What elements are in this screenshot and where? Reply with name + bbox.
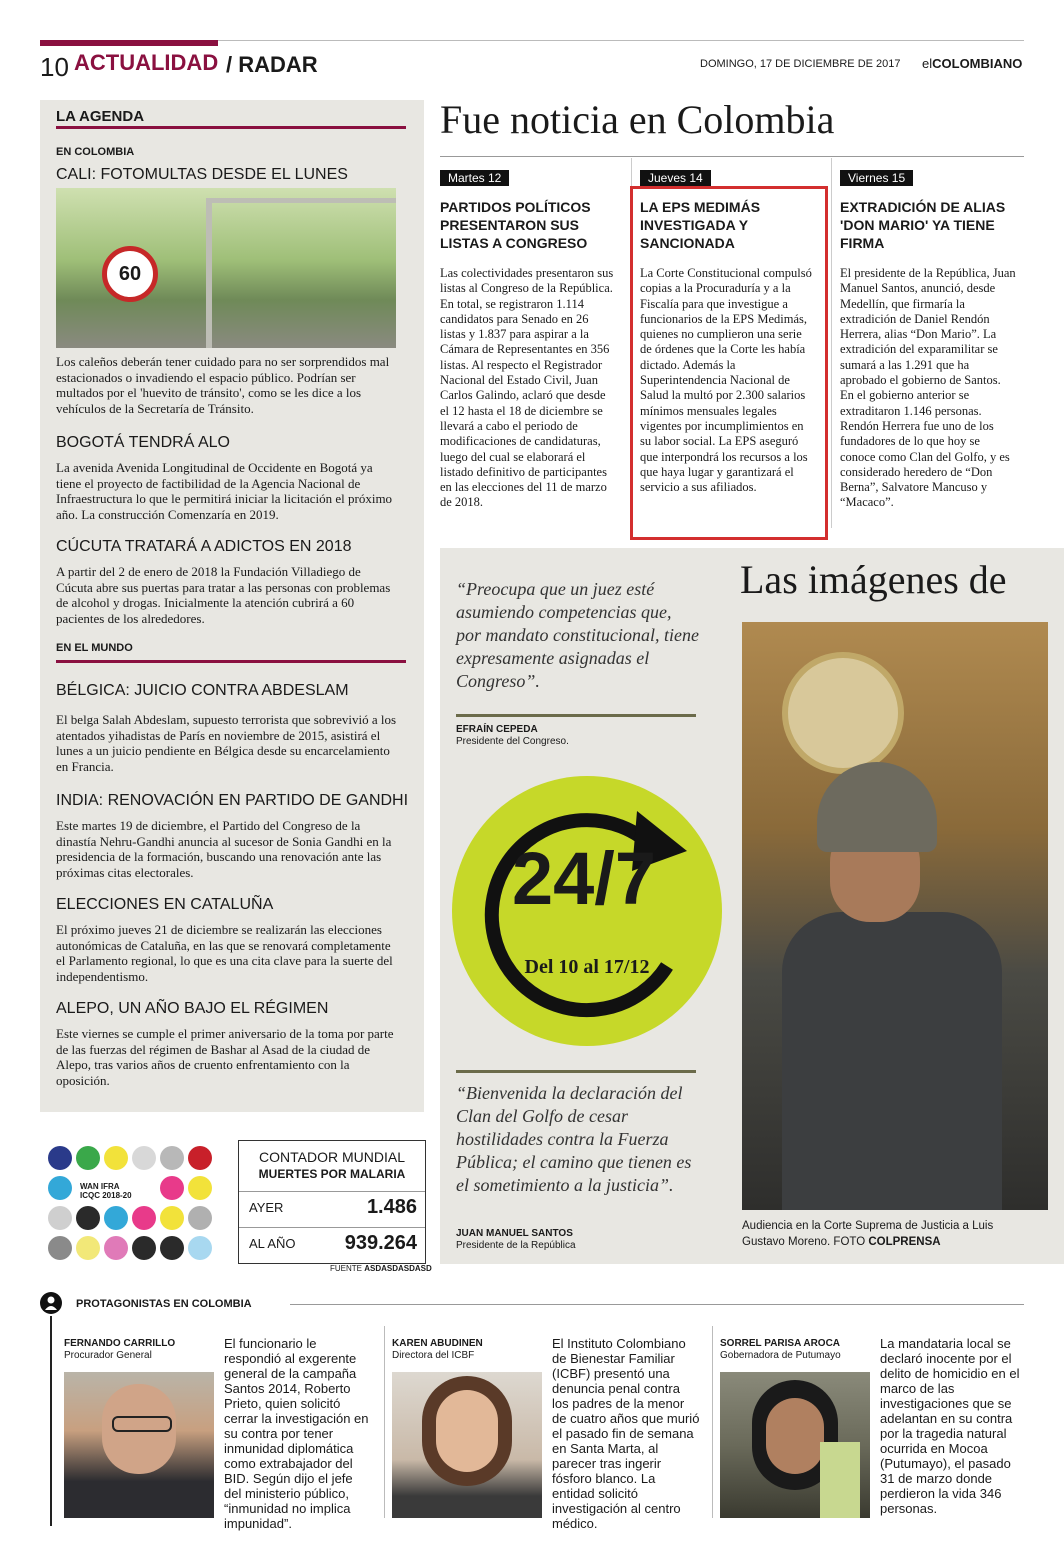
protagonist-role: Procurador General <box>64 1350 152 1361</box>
color-dot <box>188 1236 212 1260</box>
news-body: El presidente de la República, Juan Manuel Santos, anunció, desde Medellín, que firmaría la extradición de Daniel Rendón Herrera, alias “Don Mario”. La extradición del exparamilitar se sumará a las 1.291 que ha aprobado el gobierno de Santos. En el gobierno anterior se extraditaron 1.146 personas. Rendón Herrera fue uno de los fundadores de lo que hoy se conoce como Clan del Golfo, y es considerado heredero de “Don Berna”, Salvatore Mancuso y “Macaco”. <box>840 266 1016 510</box>
publication-brand: COLOMBIANO <box>932 56 1023 71</box>
news-section-title: Fue noticia en Colombia <box>440 97 835 142</box>
malaria-counter <box>238 1140 426 1264</box>
protagonists-side-rule <box>50 1316 52 1526</box>
protagonists-title: PROTAGONISTAS EN COLOMBIA <box>76 1298 252 1310</box>
publication-prefix: el <box>922 56 933 71</box>
quote-author: JUAN MANUEL SANTOS <box>456 1228 573 1239</box>
color-dot <box>188 1206 212 1230</box>
news-rule <box>440 156 1024 157</box>
publication-name <box>922 56 1022 71</box>
figure-vest <box>782 912 1002 1210</box>
color-dot <box>132 1146 156 1170</box>
issue-date: DOMINGO, 17 DE DICIEMBRE DE 2017 <box>700 58 901 70</box>
traffic-arm <box>206 198 396 203</box>
protagonist-card <box>392 1330 712 1531</box>
print-color-bar <box>46 1144 226 1260</box>
week-badge <box>452 776 722 1046</box>
agenda-item-title: ALEPO, UN AÑO BAJO EL RÉGIMEN <box>56 1000 329 1017</box>
counter-label: AL AÑO <box>249 1236 296 1251</box>
color-dot <box>76 1146 100 1170</box>
color-dot <box>76 1236 100 1260</box>
wan-ifra-logo <box>80 1182 140 1200</box>
agenda-item-body: El belga Salah Abdeslam, supuesto terrorista que sobrevivió a los atentados yihadistas de París en noviembre de 2015, asistirá el lunes a un juicio pendiente en Bélgica desde su encarcelamiento en Francia. <box>56 712 397 774</box>
agenda-world-label: EN EL MUNDO <box>56 642 133 654</box>
counter-value: 939.264 <box>344 1232 417 1254</box>
page-number: 10 <box>40 52 69 82</box>
protagonist-text: La mandataria local se declaró inocente por el delito de homicidio en el marco de las investigaciones que se adelantan en su contra por la tragedia natural ocurrida en Mocoa (Putumayo), el pasado 31 de marzo donde perdieron la vida 346 personas. <box>880 1336 1020 1516</box>
color-dot <box>76 1206 100 1230</box>
color-dot <box>104 1206 128 1230</box>
glasses-icon <box>112 1416 172 1432</box>
color-dot <box>160 1176 184 1200</box>
news-day-label: Viernes 15 <box>840 170 913 186</box>
portrait-face <box>766 1398 824 1474</box>
figure-helmet <box>817 762 937 852</box>
court-hearing-photo <box>742 622 1048 1210</box>
counter-value: 1.486 <box>366 1196 417 1218</box>
color-dot <box>48 1236 72 1260</box>
protagonist-text: El funcionario le respondió al exgerente general de la campaña Santos 2014, Roberto Prieto, quien solicitó cerrar la investigación en su contra por tener inmunidad diplomática como extrabajador del BID. Según dijo el jefe del ministerio público, “inmunidad no implica impunidad”. <box>224 1336 369 1531</box>
color-dot <box>160 1146 184 1170</box>
counter-label: AYER <box>249 1200 284 1215</box>
protagonist-role: Directora del ICBF <box>392 1350 475 1361</box>
person-glyph-icon <box>40 1292 62 1314</box>
badge-number: 24/7 <box>512 837 657 920</box>
subsection-title: RADAR <box>238 52 318 77</box>
agenda-rule <box>56 126 406 129</box>
news-headline: EXTRADICIÓN DE ALIAS 'DON MARIO' YA TIENE FIRMA <box>840 199 1006 251</box>
agenda-item-body: La avenida Avenida Longitudinal de Occidente en Bogotá ya tiene el proyecto de factibilidad de la Agencia Nacional de Infraestructura lo que le permitirá iniciar la licitación el próximo año. La construcción Comenzaría en 2019. <box>56 460 393 522</box>
section-breadcrumb <box>226 52 318 78</box>
color-dot <box>132 1206 156 1230</box>
caption-credit: COLPRENSA <box>868 1236 941 1248</box>
counter-title: CONTADOR MUNDIAL <box>259 1149 405 1165</box>
logo-sub: ICQC 2018-20 <box>80 1191 132 1200</box>
caption-text: Audiencia en la Corte Suprema de Justicia a Luis Gustavo Moreno. <box>742 1220 994 1248</box>
counter-row <box>239 1227 425 1260</box>
person-icon <box>40 1292 62 1314</box>
agenda-item-body: Este martes 19 de diciembre, el Partido del Congreso de la dinastía Nehru-Gandhi anuncia al sucesor de Sonia Gandhi en la presidencia de la formación, buscando una renovación ante las próximas citas electorales. <box>56 818 392 880</box>
protagonist-photo <box>392 1372 542 1518</box>
protagonist-name: KAREN ABUDINEN <box>392 1338 483 1349</box>
agenda-item-title: BÉLGICA: JUICIO CONTRA ABDESLAM <box>56 682 349 699</box>
caption-credit-label: FOTO <box>833 1236 866 1248</box>
portrait-face <box>436 1390 498 1472</box>
agenda-item-body: El próximo jueves 21 de diciembre se realizarán las elecciones autonómicas de Cataluña, en las que se renovará completamente el Parlamento regional, lo que es una cita clave para la suerte del independentismo. <box>56 922 393 984</box>
badge-date-range: Del 10 al 17/12 <box>524 956 650 978</box>
agenda-item-title: CALI: FOTOMULTAS DESDE EL LUNES <box>56 166 348 183</box>
protagonist-photo <box>720 1372 870 1518</box>
images-section <box>440 548 1064 1264</box>
color-dot <box>160 1206 184 1230</box>
protagonist-role: Gobernadora de Putumayo <box>720 1350 841 1361</box>
color-dot <box>104 1236 128 1260</box>
section-title: ACTUALIDAD <box>74 50 219 75</box>
counter-source <box>330 1264 432 1273</box>
quote-author: EFRAÍN CEPEDA <box>456 724 538 735</box>
agenda-item-title: ELECCIONES EN CATALUÑA <box>56 896 274 913</box>
protagonist-card <box>64 1330 384 1531</box>
news-body: La Corte Constitucional compulsó copias a la Procuraduría y a la Fiscalía para que investigue a funcionarios de la EPS Medimás, quienes no cumplieron una serie de órdenes que la Corte les había dictado. Además la Superintendencia Nacional de Salud la multó por 2.300 salarios mínimos mensuales legales vigentes por incumplimientos en su labor social. La EPS aseguró que interpondrá los recursos a los que haya lugar y garantizará el servicio a sus afiliados. <box>640 266 812 495</box>
card-divider <box>712 1326 713 1518</box>
agenda-rule <box>56 660 406 663</box>
agenda-item-title: BOGOTÁ TENDRÁ ALO <box>56 434 230 451</box>
color-dot <box>132 1236 156 1260</box>
agenda-sidebar <box>40 100 424 1112</box>
quote-rule <box>456 1070 696 1073</box>
card-divider <box>384 1326 385 1518</box>
color-dot <box>160 1236 184 1260</box>
quote-author-role: Presidente del Congreso. <box>456 736 569 747</box>
color-dot <box>48 1206 72 1230</box>
counter-subtitle: MUERTES POR MALARIA <box>258 1167 406 1181</box>
counter-row <box>239 1191 425 1224</box>
breadcrumb-separator: / <box>226 52 233 77</box>
speed-limit-sign-icon: 60 <box>102 246 158 302</box>
agenda-item-title: INDIA: RENOVACIÓN EN PARTIDO DE GANDHI <box>56 792 409 809</box>
quote-rule <box>456 714 696 717</box>
source-name: ASDASDASDASD <box>364 1264 432 1273</box>
column-divider <box>831 158 832 528</box>
agenda-item-body: Los caleños deberán tener cuidado para no ser sorprendidos mal estacionados o invadiendo el espacio público. Podrían ser multados por el 'huevito de tránsito', como se les dice a los vehículos de la Secretaría de Tránsito. <box>56 354 390 416</box>
logo-text: WAN IFRA <box>80 1182 120 1191</box>
color-dot <box>48 1146 72 1170</box>
agenda-colombia-label: EN COLOMBIA <box>56 146 135 158</box>
color-dot <box>188 1176 212 1200</box>
quote-text: “Preocupa que un juez esté asumiendo competencias que, por mandato constitucional, tiene expresamente asignadas el Congreso”. <box>456 579 699 691</box>
agenda-title: LA AGENDA <box>56 108 145 125</box>
agenda-item-body: A partir del 2 de enero de 2018 la Fundación Villadiego de Cúcuta abre sus puertas para tratar a las personas con problemas de alcohol y drogas. Inicialmente la atención cubrirá a 60 pacientes de los alrededores. <box>56 564 391 626</box>
protagonist-name: SORREL PARISA AROCA <box>720 1338 841 1349</box>
protagonist-photo <box>64 1372 214 1518</box>
news-body: Las colectividades presentaron sus listas al Congreso de la República. En total, se registraron 1.114 candidatos para Senado en 26 listas y 1.837 para aspirar a la Cámara de Representantes en 356 listas. Al respecto el Registrador Nacional del Estado Civil, Juan Carlos Galindo, aclaró que desde el 12 hasta el 18 de diciembre se llevará a cabo el periodo de modificaciones de candidaturas, luego del cual se elaborará el listado definitivo de participantes en las elecciones del 11 de marzo de 2018. <box>440 266 614 510</box>
images-title: Las imágenes de <box>740 557 1007 602</box>
news-headline: PARTIDOS POLÍTICOS PRESENTARON SUS LISTAS A CONGRESO <box>440 199 591 251</box>
color-dot <box>48 1176 72 1200</box>
agenda-item-body: Este viernes se cumple el primer aniversario de la toma por parte de las fuerzas del régimen de Bashar al Asad de la ciudad de Alepo, tras varios años de cruento enfrentamiento con la oposición. <box>56 1026 394 1088</box>
protagonist-card <box>720 1330 1040 1520</box>
section-accent-bar <box>40 40 218 46</box>
news-headline: LA EPS MEDIMÁS INVESTIGADA Y SANCIONADA <box>640 199 761 251</box>
quote-text: “Bienvenida la declaración del Clan del Golfo de cesar hostilidades contra la Fuerza Pública; el camino que tienen es el sometimiento a la justicia”. <box>456 1083 692 1195</box>
protagonist-name: FERNANDO CARRILLO <box>64 1338 176 1349</box>
agenda-item-title: CÚCUTA TRATARÁ A ADICTOS EN 2018 <box>56 538 352 555</box>
highlight-box <box>630 186 828 540</box>
news-day-label: Martes 12 <box>440 170 509 186</box>
cali-street-photo <box>56 188 396 348</box>
news-day-label: Jueves 14 <box>640 170 711 186</box>
court-seal <box>782 652 904 774</box>
traffic-pole <box>206 198 212 348</box>
color-dot <box>104 1146 128 1170</box>
color-dot <box>188 1146 212 1170</box>
protagonist-text: El Instituto Colombiano de Bienestar Familiar (ICBF) presentó una denuncia penal contra los padres de la menor de cuatro años que murió el pasado fin de semana en Santa Marta, al parecer tras ingerir fósforo blanco. La entidad solicitó investigación al centro médico. <box>552 1336 700 1531</box>
garment-pattern <box>820 1442 860 1518</box>
quote-author-role: Presidente de la República <box>456 1240 576 1251</box>
photo-caption <box>742 1218 1022 1250</box>
protagonists-rule <box>290 1304 1024 1305</box>
source-label: FUENTE <box>330 1264 362 1273</box>
